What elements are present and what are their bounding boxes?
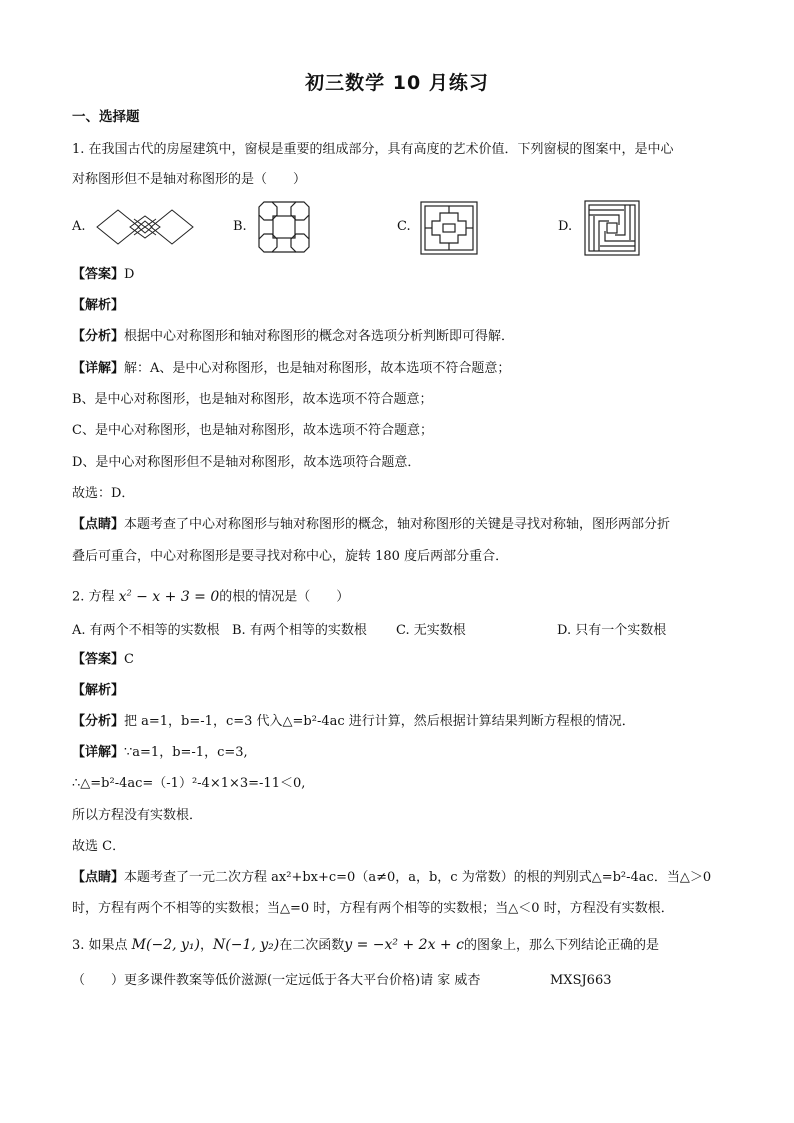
q2-step-line: 故选 C． <box>72 839 126 854</box>
q3-suffix: 的图象上，那么下列结论正确的是 <box>463 938 659 953</box>
q1-answer-tag: 【答案】 <box>72 267 125 282</box>
q2-answer-tag: 【答案】 <box>72 652 125 667</box>
q1-analysis-tag: 【解析】 <box>72 298 125 313</box>
q1-dianjing-text: 本题考查了中心对称图形与轴对称图形的概念，轴对称图形的关键是寻找对称轴，图形两部分折 <box>124 517 671 532</box>
q2-xiangjie-line <box>72 744 732 762</box>
q2-option-c: C. 无实数根 <box>396 623 466 638</box>
q2-fenxi-tag: 【分析】 <box>72 714 125 729</box>
q2-dianjing-line <box>72 869 732 887</box>
q1-analysis-line: D、是中心对称图形但不是轴对称图形，故本选项符合题意． <box>72 455 421 470</box>
q1-fenxi-tag: 【分析】 <box>72 329 125 344</box>
q3-function: y = −x² + 2x + c <box>344 937 464 953</box>
q2-fenxi-text: 把 a=1，b=-1，c=3 代入△=b²-4ac 进行计算，然后根据计算结果判断方程根的情况． <box>124 714 635 729</box>
q3-separator: ， <box>200 938 214 953</box>
q1-xiangjie-tag: 【详解】 <box>72 361 125 376</box>
section-heading-choice: 一、选择题 <box>72 109 140 125</box>
q1-stem-line2: 对称图形但不是轴对称图形的是（ ） <box>72 172 307 187</box>
q2-fenxi-line <box>72 713 732 731</box>
q3-line2-text: （ ）更多课件教案等低价滋源(一定远低于各大平台价格)请 家 威杏 <box>72 973 481 988</box>
q1-analysis-line: 叠后可重合，中心对称图形是要寻找对称中心，旋转 180 度后两部分重合． <box>72 549 509 564</box>
q2-dianjing-line: 时，方程有两个不相等的实数根；当△=0 时，方程有两个相等的实数根；当△＜0 时，方程没有实数根． <box>72 901 674 916</box>
q2-equation-var: x <box>118 588 127 605</box>
q2-stem-prefix: 2. 方程 <box>72 589 119 605</box>
q2-option-a: A. 有两个不相等的实数根 <box>72 623 220 638</box>
q1-option-c-label: C. <box>397 219 411 234</box>
q2-xiangjie-tag: 【详解】 <box>72 745 125 760</box>
q2-equation-rest: − x + 3 = 0 <box>131 588 220 605</box>
q2-option-b: B. 有两个相等的实数根 <box>232 623 367 638</box>
q1-option-d-figure <box>584 200 640 256</box>
q1-analysis-line <box>72 360 732 378</box>
q2-analysis-tag: 【解析】 <box>72 683 125 698</box>
q2-dianjing-tag: 【点睛】 <box>72 870 125 885</box>
q2-stem <box>72 584 732 607</box>
q1-option-b-label: B. <box>233 219 247 234</box>
q2-answer-value: C <box>124 652 134 667</box>
q3-point-n: N(−1, y₂) <box>213 937 280 953</box>
q3-point-m: M(−2, y₁) <box>131 937 200 953</box>
q2-option-d: D. 只有一个实数根 <box>557 623 667 638</box>
q1-dianjing-tag: 【点睛】 <box>72 517 125 532</box>
q2-step-line: ∴△=b²-4ac=（-1）²-4×1×3=-11＜0, <box>72 776 306 791</box>
q1-option-a-figure <box>94 207 196 247</box>
q2-xiangjie-text: ∵a=1，b=-1，c=3, <box>124 745 248 760</box>
q1-option-d-label: D. <box>558 219 573 234</box>
q3-mid: 在二次函数 <box>279 938 345 953</box>
q1-answer-value: D <box>124 267 135 282</box>
q1-analysis-line: C、是中心对称图形，也是轴对称图形，故本选项不符合题意； <box>72 423 433 438</box>
q1-option-a-label: A. <box>72 219 86 234</box>
q1-analysis-line: 故选：D． <box>72 486 135 501</box>
q1-analysis-line <box>72 328 732 346</box>
q1-option-b-figure <box>256 199 312 255</box>
q2-answer <box>72 651 732 669</box>
q2-dianjing-text: 本题考查了一元二次方程 ax²+bx+c=0（a≠0，a，b，c 为常数）的根的判别式△=b²-4ac．当△＞0 <box>124 870 712 885</box>
q3-prefix: 3. 如果点 <box>72 938 132 953</box>
q1-stem-line1: 1. 在我国古代的房屋建筑中，窗棂是重要的组成部分，具有高度的艺术价值．下列窗棂的图案中，是中心 <box>72 142 674 157</box>
q2-stem-suffix: 的根的情况是（ ） <box>219 589 350 605</box>
page-title: 初三数学 10 月练习 <box>305 72 489 94</box>
q1-option-c-figure <box>420 201 478 255</box>
q1-fenxi-text: 根据中心对称图形和轴对称图形的概念对各选项分析判断即可得解． <box>124 329 515 344</box>
q2-step-line: 所以方程没有实数根． <box>72 808 203 823</box>
q3-code: MXSJ663 <box>550 973 612 988</box>
q1-analysis-line: B、是中心对称图形，也是轴对称图形，故本选项不符合题意； <box>72 392 433 407</box>
q1-xiangjie-text: 解：A、是中心对称图形，也是轴对称图形，故本选项不符合题意； <box>124 361 511 376</box>
q3-line2 <box>72 972 732 990</box>
q1-answer <box>72 266 732 284</box>
q2-equation: $x^2 - x + 3 = 0$ <box>118 588 220 605</box>
q3-stem <box>72 936 732 955</box>
q1-analysis-line <box>72 516 732 534</box>
